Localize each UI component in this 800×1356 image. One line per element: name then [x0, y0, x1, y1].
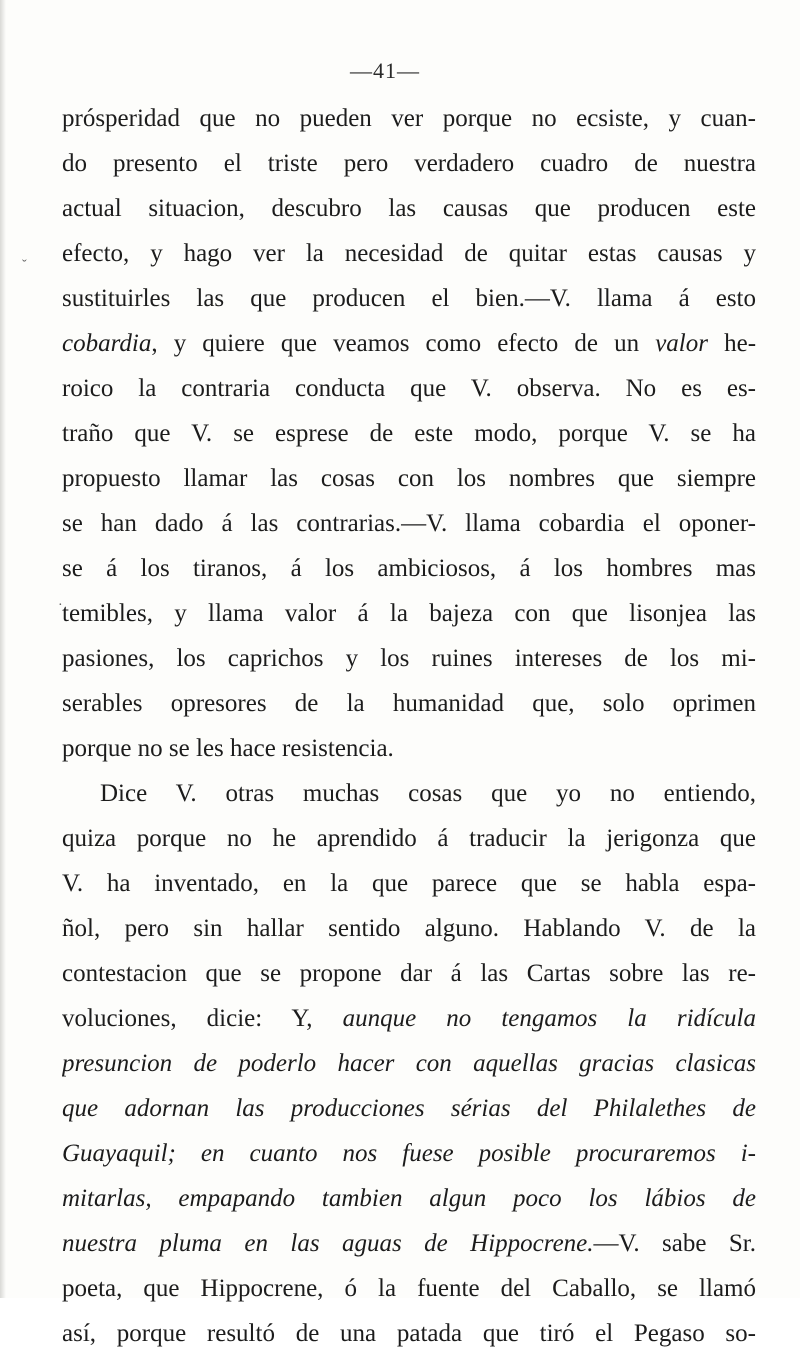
text-line-17: quiza porque no he aprendido á traducir la jerigonza que [62, 825, 756, 852]
italic-word-valor: valor [655, 330, 708, 357]
text-line-25: mitarlas, empapando tambien algun poco los lábios de [62, 1185, 756, 1212]
text-line-16: Dice V. otras muchas cosas que yo no entiendo, [100, 780, 756, 807]
page-edge-shadow [0, 0, 6, 1298]
text-segment: voluciones, dicie: Y, [62, 1005, 343, 1032]
text-line-5: sustituirles las que producen el bien.—V. llama á esto [62, 285, 756, 312]
italic-quotation-end: nuestra pluma en las aguas de Hippocrene. [62, 1230, 594, 1257]
text-line-12: temibles, y llama valor á la bajeza con que lisonjea las [62, 600, 756, 627]
text-line-10: se han dado á las contrarias.—V. llama cobardia el oponer- [62, 510, 756, 537]
text-line-15: porque no se les hace resistencia. [62, 735, 394, 762]
text-segment: —V. sabe Sr. [593, 1230, 756, 1257]
text-line-20: contestacion que se propone dar á las Cartas sobre las re- [62, 960, 756, 987]
text-line-19: ñol, pero sin hallar sentido alguno. Hablando V. de la [62, 915, 756, 942]
text-line-11: se á los tiranos, á los ambiciosos, á los hombres mas [62, 555, 756, 582]
text-segment: , y quiere que veamos como efecto de un [151, 330, 656, 357]
text-segment: he- [707, 330, 756, 357]
text-line-9: propuesto llamar las cosas con los nombres que siempre [62, 465, 756, 492]
text-line-14: serables opresores de la humanidad que, solo oprimen [62, 690, 756, 717]
text-line-28: así, porque resultó de una patada que tiró el Pegaso so- [62, 1320, 756, 1347]
text-line-23: que adornan las producciones sérias del Philalethes de [62, 1095, 756, 1122]
text-line-21 [62, 996, 756, 1041]
text-line-22: presuncion de poderlo hacer con aquellas gracias clasicas [62, 1050, 756, 1077]
text-line-24: Guayaquil; en cuanto nos fuese posible procuraremos i- [62, 1140, 756, 1167]
text-line-2: do presento el triste pero verdadero cuadro de nuestra [62, 150, 756, 177]
text-line-18: V. ha inventado, en la que parece que se habla espa- [62, 870, 756, 897]
page-number: —41— [350, 58, 420, 83]
text-line-4: efecto, y hago ver la necesidad de quitar estas causas y [62, 240, 756, 267]
text-line-27: poeta, que Hippocrene, ó la fuente del Caballo, se llamó [62, 1275, 756, 1302]
text-line-13: pasiones, los caprichos y los ruines intereses de los mi- [62, 645, 756, 672]
text-line-26 [62, 1221, 756, 1266]
text-line-6 [62, 321, 756, 366]
italic-quotation: aunque no tengamos la ridícula [342, 1005, 756, 1032]
text-line-7: roico la contraria conducta que V. observa. No es es- [62, 375, 756, 402]
text-line-8: traño que V. se esprese de este modo, porque V. se ha [62, 420, 756, 447]
margin-tick-mark: ˇ [22, 258, 27, 273]
italic-word-cobardia: cobardia [62, 330, 152, 357]
margin-dot-mark: · [58, 598, 63, 613]
text-line-1: prósperidad que no pueden ver porque no ecsiste, y cuan- [62, 105, 756, 132]
body-text [62, 96, 756, 1356]
text-line-3: actual situacion, descubro las causas que producen este [62, 195, 756, 222]
